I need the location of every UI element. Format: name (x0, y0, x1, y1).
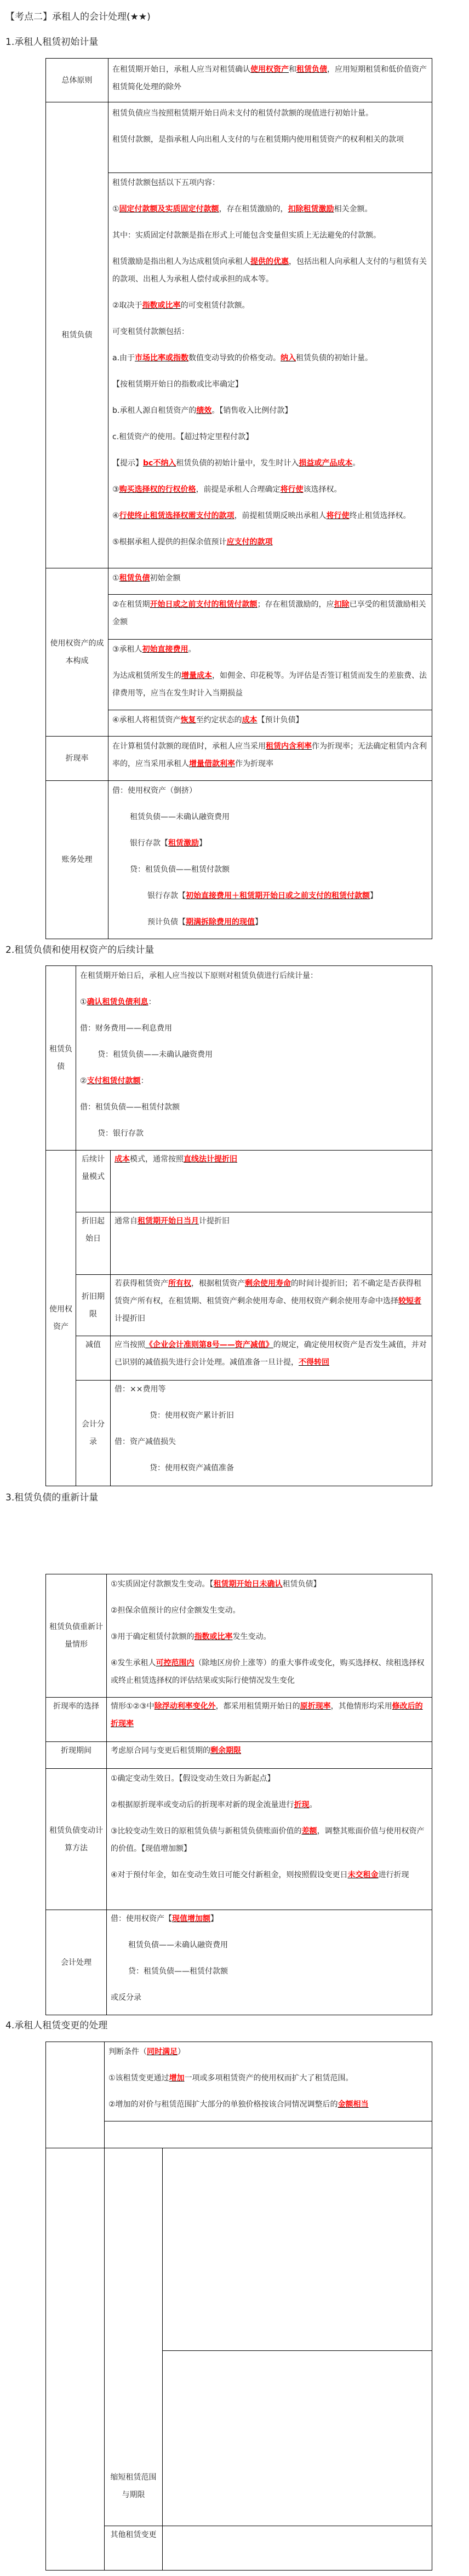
paragraph (111, 1770, 428, 1787)
text: 作为折现率 (235, 760, 273, 768)
text: 贷：租赁负债——租赁付款额 (128, 1967, 228, 1976)
paragraph (111, 1742, 428, 1760)
text: 租赁负债——未确认融资费用 (128, 1941, 228, 1950)
text: a.由于 (112, 354, 135, 363)
paragraph (108, 2096, 428, 2113)
text: 预计负债【 (147, 918, 186, 927)
text: 借：租赁负债——租赁付款额 (80, 1103, 180, 1112)
row-label: 租赁负债 (46, 966, 76, 1151)
text: ，包括出租人向承租人支付的与租赁有关的款项、出租人为承租人偿付或承担的成本等。 (112, 257, 427, 284)
text: ① (112, 205, 119, 214)
text: ，其他情形均采用 (330, 1702, 392, 1711)
highlight-text: 指数或比率 (142, 301, 181, 310)
highlight-text: 支付租赁付款额 (87, 1077, 141, 1085)
text: 租赁负债】 (282, 1580, 321, 1589)
text: ，应用短期租赁和低价值资产租赁简化处理的除外 (112, 65, 427, 91)
highlight-text: 固定付款额及实质固定付款额 (119, 205, 219, 214)
paragraph (112, 641, 428, 658)
cell (105, 2042, 432, 2121)
text: 为达成租赁所发生的 (112, 671, 181, 680)
text: 和 (289, 65, 296, 74)
remeasurement-table (45, 1574, 432, 2015)
text: 租赁负债的初始计量。 (296, 354, 373, 363)
text: 【按租赁期开始日的指数或比率确定】 (112, 380, 243, 389)
row-label: 租赁负债重新计量情形 (46, 1574, 107, 1698)
text: ②取决于 (112, 301, 142, 310)
text: ） (178, 2048, 185, 2056)
cell (76, 966, 432, 1151)
page-title: 【考点二】承租人的会计处理(★★) (5, 12, 151, 22)
text: 在租赁期开始日后，承租人应当按以下原则对租赁负债进行后续计量： (80, 971, 318, 980)
paragraph (112, 782, 428, 800)
text: ④对于预付年金，如在变动生效日可能交付新租金，则按照假设变更日 (111, 1871, 348, 1879)
text: 借：使用权资产【 (111, 1914, 172, 1923)
text: 。 (188, 645, 196, 654)
paragraph (115, 1336, 428, 1371)
cell (163, 2351, 432, 2526)
cell (107, 1910, 432, 2015)
paragraph (112, 174, 428, 192)
text: ② (80, 1077, 87, 1085)
paragraph (111, 1698, 428, 1733)
cell (111, 1381, 432, 1486)
text: 在计算租赁付款额的现值时，承租人应当采用 (112, 742, 266, 751)
paragraph (111, 1822, 428, 1858)
text: 考虑原合同与变更后租赁期的 (111, 1746, 210, 1755)
cell (111, 1212, 432, 1275)
highlight-text: 提供的优惠 (250, 257, 289, 266)
row-label: 使用权资产的成本构成 (46, 568, 108, 737)
paragraph (112, 402, 428, 419)
text: 相关金额。 (334, 205, 373, 214)
section-1-heading: 1.承租人租赁初始计量 (5, 37, 99, 48)
text: 贷：租赁负债——租赁付款额 (130, 865, 230, 874)
highlight-text: 行使终止租赁选择权需支付的款项 (119, 511, 234, 520)
highlight-text: 市场比率或指数 (135, 354, 189, 363)
text: b.承租人源自租赁资产的 (112, 406, 197, 415)
paragraph (80, 1020, 428, 1037)
paragraph (80, 1046, 428, 1063)
paragraph (115, 1212, 428, 1230)
text: 一项或多项租赁资产的使用权而扩大了租赁范围。 (184, 2074, 353, 2083)
cell (107, 1769, 432, 1910)
paragraph (112, 738, 428, 773)
text: 至约定状态的 (196, 716, 242, 725)
paragraph (115, 1459, 428, 1477)
text: 计提折旧 (199, 1217, 230, 1226)
cell (108, 595, 432, 640)
text: 借：××费用等 (115, 1385, 166, 1394)
paragraph (112, 200, 428, 218)
text: 借：财务费用——利息费用 (80, 1024, 172, 1033)
paragraph (112, 808, 428, 826)
highlight-text: 期满拆除费用的现值 (186, 918, 255, 927)
highlight-text: 恢复 (180, 716, 196, 725)
text: c.租赁资产的使用。【超过特定里程付款】 (112, 433, 254, 441)
text: ③承租人 (112, 645, 142, 654)
paragraph (112, 323, 428, 341)
highlight-text: 未交租金 (347, 1871, 379, 1879)
paragraph (112, 227, 428, 244)
text: ，如佣金、印花税等。为评估是否签订租赁而发生的差旅费、法律费用等，应当在发生时计入当期损益 (112, 671, 427, 698)
text: 作为折现率；无法确定租赁内含利率的，应当采用承租人 (112, 742, 427, 768)
highlight-text: 增量借款利率 (189, 760, 235, 768)
paragraph (112, 861, 428, 878)
text: 情形①②③中 (111, 1702, 155, 1711)
paragraph (115, 1433, 428, 1451)
highlight-text: 指数或比率 (194, 1632, 233, 1641)
text: 的时间计提折旧；若不确定是否获得租赁资产所有权，在租赁期、租赁资产剩余使用寿命、使用权资产剩余使用寿命中选择 (115, 1279, 421, 1306)
highlight-text: bc不纳入 (143, 459, 176, 468)
text: 进行折现 (378, 1871, 409, 1879)
highlight-text: 成本 (242, 716, 258, 725)
text: ③比较变动生效日的原租赁负债与新租赁负债账面价值的 (111, 1827, 302, 1836)
text: ②在租赁期 (112, 600, 150, 609)
highlight-text: 使用权资产 (250, 65, 289, 74)
row-label (46, 2042, 105, 2148)
paragraph (112, 455, 428, 472)
row-label: 折现期间 (46, 1742, 107, 1769)
text: 借：资产减值损失 (115, 1438, 176, 1446)
text: 贷：租赁负债——未确认融资费用 (98, 1050, 213, 1059)
text: ，都采用租赁期开始日的 (215, 1702, 300, 1711)
text: ，根据租赁资产 (191, 1279, 245, 1288)
paragraph (115, 1381, 428, 1398)
highlight-text: 绩效 (196, 406, 212, 415)
row-label: 账务处理 (46, 781, 108, 939)
paragraph (115, 1407, 428, 1424)
paragraph (111, 1576, 428, 1593)
row-label: 租赁负债变动计算方法 (46, 1769, 107, 1910)
paragraph (112, 507, 428, 525)
row-label: 租赁负债 (46, 102, 108, 568)
paragraph (80, 967, 428, 985)
text: 租赁付款额包括以下五项内容： (112, 179, 220, 187)
text: （除地区房价上涨等）的重大事件或变化，购买选择权、续租选择权或终止租赁选择权的评估结果或实际行使情况发生变化 (111, 1659, 425, 1685)
text: ③ (112, 485, 119, 494)
text: 或反分录 (111, 1993, 141, 2002)
cell (107, 1574, 432, 1698)
paragraph (108, 2069, 428, 2087)
text: ④发生承租人 (111, 1659, 156, 1668)
highlight-text: 扣除租赁激励 (288, 205, 334, 214)
highlight-text: 除浮动利率变化外 (154, 1702, 216, 1711)
text: 租赁负债——未确认融资费用 (130, 813, 230, 821)
text: ⑤根据承租人提供的担保余值预计 (112, 538, 227, 547)
text: ④承租人将租赁资产 (112, 716, 181, 725)
text: 可变租赁付款额包括： (112, 327, 189, 336)
paragraph (80, 993, 428, 1011)
paragraph (80, 1125, 428, 1142)
text: ，前提租赁期反映出承租人 (234, 511, 327, 520)
text: ③用于确定租赁付款额的 (111, 1632, 195, 1641)
text: 租赁负债的初始计量中，发生时计入 (176, 459, 299, 468)
text: 的规定，确定使用权资产是否发生减值，并对已识别的减值损失进行会计处理。减值准备一旦计提， (115, 1341, 427, 1367)
highlight-text: 纳入 (281, 354, 296, 363)
text: ① (80, 998, 87, 1007)
text: 银行存款【 (147, 892, 186, 900)
text: 借：使用权资产（倒挤） (112, 786, 197, 795)
lease-modification-table (45, 2042, 432, 2571)
cell (111, 1275, 432, 1336)
sub-label: 减值 (76, 1336, 111, 1381)
text: ①实质固定付款额发生变动。【 (111, 1580, 214, 1589)
highlight-text: 折现 (294, 1801, 310, 1809)
paragraph (111, 1654, 428, 1689)
section-3-heading: 3.租赁负债的重新计量 (5, 1492, 99, 1503)
cell (108, 102, 432, 173)
text: 贷：使用权资产减值准备 (150, 1464, 234, 1473)
text: 数值变动导致的价格变动。 (188, 354, 281, 363)
cell (108, 59, 432, 102)
text: ①该租赁变更通过 (108, 2074, 169, 2083)
highlight-text: 租赁激励 (168, 839, 199, 848)
text: 租赁负债应当按照租赁期开始日尚未支付的租赁付款额的现值进行初始计量。 (112, 109, 373, 118)
cell (108, 737, 432, 781)
text: 】 (370, 892, 378, 900)
text: ，调整其账面价值与使用权资产的价值。【现值增加额】 (111, 1827, 425, 1853)
paragraph (112, 667, 428, 702)
row-label: 会计处理 (46, 1910, 107, 2015)
paragraph (112, 913, 428, 931)
highlight-text: 修改后的折现率 (111, 1702, 423, 1728)
highlight-text: 金额相当 (338, 2100, 369, 2109)
cell (108, 173, 432, 568)
paragraph (112, 349, 428, 367)
highlight-text: 原折现率 (300, 1702, 331, 1711)
paragraph (112, 835, 428, 852)
paragraph (112, 376, 428, 393)
text: 在租赁期开始日，承租人应当对租赁确认 (112, 65, 250, 74)
paragraph (80, 1099, 428, 1116)
sub-label: 会计分录 (76, 1381, 111, 1486)
row-label: 总体原则 (46, 59, 108, 102)
paragraph (111, 1602, 428, 1619)
paragraph (111, 1989, 428, 2006)
highlight-text: 损益或产品成本 (299, 459, 353, 468)
row-label: 折现率的选择 (46, 1698, 107, 1742)
text: ，存在租赁激励的， (219, 205, 288, 214)
row-label: 使用权资产 (46, 1151, 76, 1486)
highlight-text: 租赁内含利率 (266, 742, 312, 751)
highlight-text: 较短者 (398, 1297, 421, 1306)
text: 【提示】 (112, 459, 143, 468)
cell (108, 710, 432, 737)
cell (107, 1742, 432, 1769)
text: ①确定变动生效日。【假设变动生效日为新起点】 (111, 1774, 275, 1783)
text: 模式，通常按照 (130, 1155, 184, 1164)
highlight-text: 开始日或之前支付的租赁付款额 (150, 600, 258, 609)
text: 其中：实质固定付款额是指在形式上可能包含变量但实质上无法避免的付款额。 (112, 231, 381, 240)
paragraph (112, 570, 428, 587)
paragraph (112, 297, 428, 314)
text: 。 (352, 459, 361, 468)
text: ④ (112, 511, 119, 520)
text: ，前提是承租人合理确定 (196, 485, 281, 494)
text: 通常自 (115, 1217, 138, 1226)
highlight-text: 购买选择权的行权价格 (119, 485, 196, 494)
highlight-text: 将行使 (280, 485, 304, 494)
row-label (46, 2148, 105, 2571)
highlight-text: 《企业会计准则第8号——资产减值》 (145, 1341, 273, 1349)
text: 终止租赁选择权。 (349, 511, 411, 520)
section-4-heading: 4.承租人租赁变更的处理 (5, 2020, 108, 2031)
paragraph (112, 596, 428, 631)
cell (108, 781, 432, 939)
cell (108, 640, 432, 710)
text: 的可变租赁付款额。 (180, 301, 250, 310)
text: ① (112, 574, 119, 583)
cell (163, 2526, 432, 2571)
section-2-heading: 2.租赁负债和使用权资产的后续计量 (5, 945, 155, 956)
sub-label: 折旧期限 (76, 1275, 111, 1336)
text: 银行存款【 (130, 839, 168, 848)
text: 【预计负债】 (257, 716, 304, 725)
text: 判断条件（ (108, 2048, 147, 2056)
text: ②增加的对价与租赁范围扩大部分的单独价格按该合同情况调整后的 (108, 2100, 338, 2109)
highlight-text: 剩余期限 (210, 1746, 241, 1755)
highlight-text: 将行使 (326, 511, 350, 520)
paragraph (111, 1963, 428, 1980)
paragraph (112, 61, 428, 96)
paragraph (115, 1151, 428, 1168)
text: 。【销售收入比例付款】 (211, 406, 293, 415)
paragraph (111, 1866, 428, 1884)
cell (105, 2121, 432, 2148)
highlight-text: 增量成本 (181, 671, 212, 680)
text: 】 (255, 918, 262, 927)
paragraph (112, 481, 428, 498)
sub-label: 折旧起始日 (76, 1212, 111, 1275)
paragraph (111, 1796, 428, 1814)
text: 租赁付款额，是指承租人向出租人支付的与在租赁期内使用租赁资产的权利相关的款项 (112, 135, 404, 144)
highlight-text: 确认租赁负债利息 (87, 998, 148, 1007)
highlight-text: 可控范围内 (156, 1659, 195, 1668)
cell (108, 568, 432, 595)
subsequent-measurement-table (45, 965, 432, 1486)
sub-label: 后续计量模式 (76, 1151, 111, 1212)
highlight-text: 租赁期开始日当月 (138, 1217, 199, 1226)
row-label: 折现率 (46, 737, 108, 781)
highlight-text: 初始直接费用 (142, 645, 188, 654)
highlight-text: 增加 (169, 2074, 185, 2083)
text: 发生变动。 (232, 1632, 271, 1641)
paragraph (112, 887, 428, 905)
highlight-text: 差额 (301, 1827, 317, 1836)
sub-label: 缩短租赁范围与期限 (105, 2148, 163, 2526)
text: 应当按照 (115, 1341, 145, 1349)
highlight-text: 所有权 (168, 1279, 191, 1288)
paragraph (112, 711, 428, 729)
text: 租赁激励是指出租人为达成租赁向承租人 (112, 257, 250, 266)
paragraph (115, 1275, 428, 1327)
text: ： (140, 1077, 148, 1085)
highlight-text: 租赁期开始日未确认 (213, 1580, 283, 1589)
paragraph (111, 1628, 428, 1646)
paragraph (111, 1910, 428, 1928)
text: ；存在租赁激励的，应 (257, 600, 334, 609)
text: 。 (309, 1801, 317, 1809)
text: ②担保余值预计的应付金额发生变动。 (111, 1606, 241, 1615)
paragraph (111, 1936, 428, 1954)
cell (111, 1336, 432, 1381)
highlight-text: 应支付的款项 (226, 538, 273, 547)
cell (107, 1698, 432, 1742)
cell (163, 2148, 432, 2351)
initial-measurement-table (45, 58, 432, 939)
highlight-text: 租赁负债 (296, 65, 327, 74)
cell (111, 1151, 432, 1212)
highlight-text: 扣除 (334, 600, 350, 609)
highlight-text: 直线法计提折旧 (184, 1155, 237, 1164)
highlight-text: 剩余使用寿命 (245, 1279, 291, 1288)
text: 该选择权。 (303, 485, 342, 494)
paragraph (112, 533, 428, 551)
sub-label: 其他租赁变更 (105, 2526, 163, 2571)
highlight-text: 不得转回 (299, 1358, 329, 1367)
paragraph (112, 105, 428, 122)
highlight-text: 现值增加额 (172, 1914, 210, 1923)
text: 】 (199, 839, 207, 848)
text: 若获得租赁资产 (115, 1279, 168, 1288)
text: 】 (210, 1914, 218, 1923)
text: ： (148, 998, 156, 1007)
paragraph (80, 1072, 428, 1090)
text: 已享受的租赁激励相关金额 (112, 600, 426, 626)
paragraph (108, 2043, 428, 2061)
text: ②根据原折现率或变动后的折现率对新的现金流量进行 (111, 1801, 294, 1809)
paragraph (112, 428, 428, 446)
paragraph (112, 253, 428, 288)
text: 计提折旧 (115, 1314, 145, 1323)
highlight-text: 同时满足 (147, 2048, 178, 2056)
highlight-text: 租赁负债 (119, 574, 150, 583)
text: 初始金额 (150, 574, 181, 583)
highlight-text: 初始直接费用＋租赁期开始日或之前支付的租赁付款额 (186, 892, 370, 900)
text: 贷：使用权资产累计折旧 (150, 1411, 234, 1420)
paragraph (112, 131, 428, 148)
highlight-text: 成本 (115, 1155, 130, 1164)
text: 贷：银行存款 (98, 1129, 144, 1138)
